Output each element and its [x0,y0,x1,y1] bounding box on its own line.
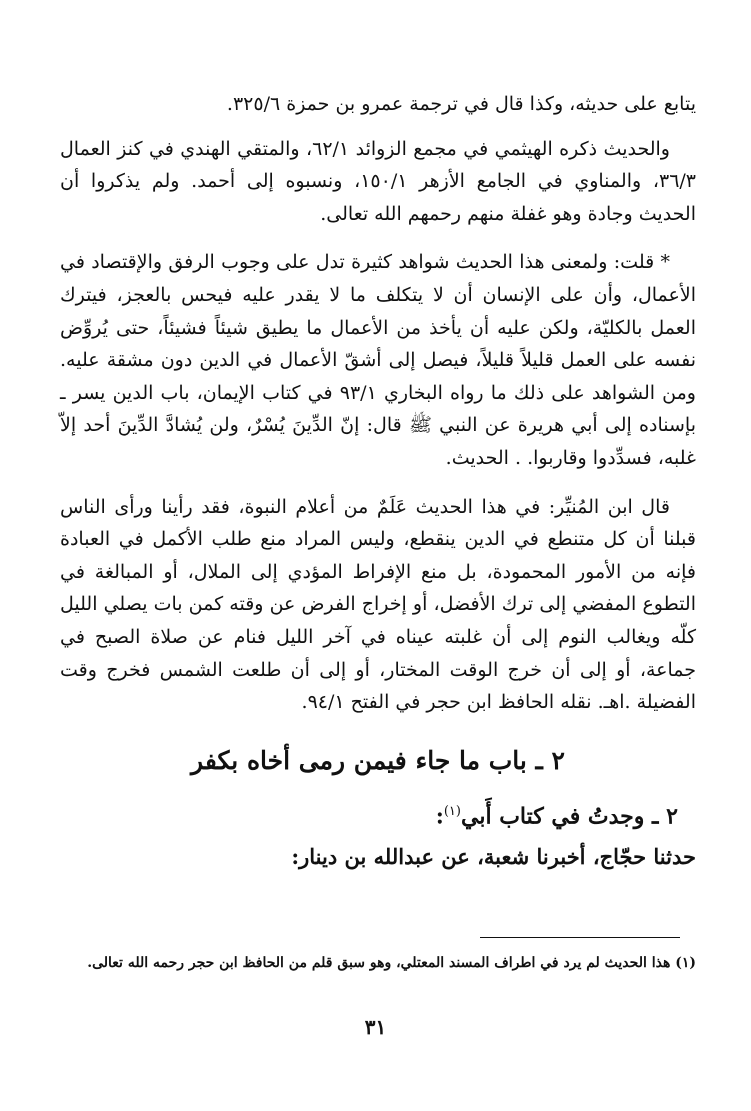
footnote: (١) هذا الحديث لم يرد في اطراف المسند المعتلي، وهو سبق قلم من الحافظ ابن حجر رحمه الله تعالى. [87,955,696,971]
chapter-title: ٢ ـ باب ما جاء فيمن رمى أخاه بكفر [191,745,565,775]
page-body [60,88,696,877]
hadith-heading [60,793,678,835]
hadith-heading-text: ٢ ـ وجدتُ في كتاب أَبي [460,803,678,830]
isnad-line: حدثنا حجّاج، أخبرنا شعبة، عن عبدالله بن دينار: [291,844,696,870]
footnote-divider [480,937,680,938]
paragraph-ibn-munayyir: قال ابن المُنيِّر: في هذا الحديث عَلَمٌ من أعلام النبوة، فقد رأينا ورأى الناس قبلنا أن كل متنطع في الدين ينقطع، وليس المراد منع طلب الأكمل في العبادة فإنه من الأمور المحمودة، بل منع الإفراط المؤدي إلى الملال، أو المبالغة في التطوع المفضي إلى ترك الأفضل، أو إخراج الفرض عن وقته كمن بات يصلي الليل كلّه ويغالب النوم إلى أن غلبته عيناه في آخر الليل فنام عن صلاة الصبح في جماعة، أو إلى أن خرج الوقت المختار، أو إلى أن طلعت الشمس فخرج وقت الفضيلة .اهـ. نقله الحافظ ابن حجر في الفتح ٩٤/١. [60,495,696,714]
hadith-heading-colon: : [435,803,444,830]
paragraph-hadith-sources: والحديث ذكره الهيثمي في مجمع الزوائد ٦٢/١، والمتقي الهندي في كنز العمال ٣٦/٣، والمناوي في الجامع الأزهر ١٥٠/١، ونسبوه إلى أحمد. ولم يذكروا أن الحديث وجادة وهو غفلة منهم رحمهم الله تعالى. [60,137,697,225]
footnote-marker: (١) [443,803,461,819]
paragraph-commentary: * قلت: ولمعنى هذا الحديث شواهد كثيرة تدل على وجوب الرفق والإقتصاد في الأعمال، وأن على الإنسان أن لا يتكلف ما لا يقدر عليه فيحس بالعجز، فيترك العمل بالكليّة، ولكن عليه أن يأخذ من الأعمال ما يطيق شيئاً فشيئاً، حتى يُروِّض نفسه على العمل قليلاً قليلاً، فيصل إلى أشقّ الأعمال في الدين دون مشقة عليه. ومن الشواهد على ذلك ما رواه البخاري ٩٣/١ في كتاب الإيمان، باب الدين يسر ـ بإسناده إلى أبي هريرة عن النبي ﷺ قال: إنّ الدِّينَ يُسْرٌ، ولن يُشادَّ الدِّينَ أحد إلاّ غلبه، فسدِّدوا وقاربوا. . الحديث. [60,251,696,469]
page-number: ٣١ [364,1015,387,1039]
paragraph-intro: يتابع على حديثه، وكذا قال في ترجمة عمرو بن حمزة ٣٢٥/٦. [226,93,696,115]
